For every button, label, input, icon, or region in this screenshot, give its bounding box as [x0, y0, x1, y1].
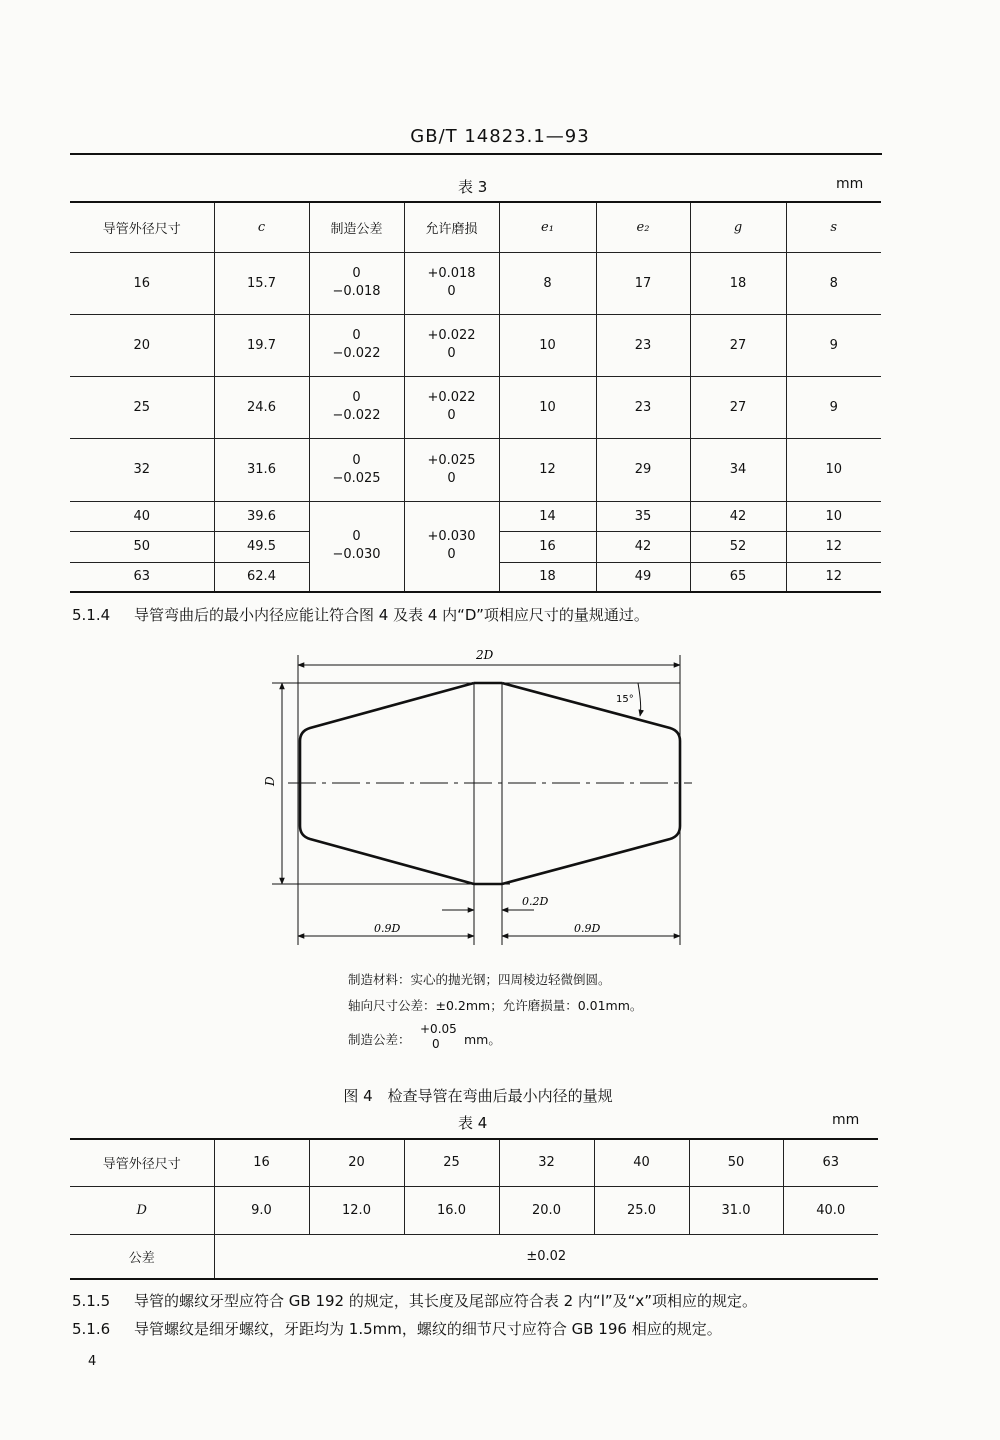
- table4-tolerance-row: [70, 1234, 878, 1279]
- cell-c: 19.7: [214, 314, 309, 376]
- wear-upper: +0.018: [427, 266, 476, 281]
- wear-lower: 0: [447, 470, 456, 486]
- table4-caption: 表 4: [458, 1114, 488, 1132]
- figure4-caption: 图 4 检查导管在弯曲后最小内径的量规: [343, 1087, 613, 1105]
- cell-e1: 14: [499, 501, 596, 531]
- wear-upper: +0.022: [427, 390, 476, 405]
- cell-od: 40: [594, 1139, 689, 1186]
- cell-d: 16.0: [404, 1186, 499, 1234]
- wear-upper: +0.030: [427, 529, 476, 545]
- th-g: g: [690, 202, 786, 252]
- tol-upper: 0: [352, 266, 361, 281]
- paragraph-5-1-5: [72, 1290, 932, 1311]
- cell-s: 10: [786, 501, 881, 531]
- wear-lower: 0: [447, 408, 456, 423]
- document-code: GB/T 14823.1—93: [410, 126, 590, 147]
- th-wear: 允许磨损: [404, 202, 499, 252]
- page-number: 4: [88, 1354, 97, 1369]
- cell-od: 32: [499, 1139, 594, 1186]
- paragraph-number: 5.1.5: [72, 1292, 111, 1310]
- cell-g: 27: [690, 376, 786, 438]
- table-3: [70, 201, 881, 593]
- table3-header-row: [70, 202, 881, 252]
- figure4-gauge-drawing: [250, 640, 710, 960]
- table-row: [70, 501, 881, 531]
- cell-d: 40.0: [783, 1186, 878, 1234]
- cell-mfg-tol: [309, 376, 404, 438]
- cell-e2: 17: [596, 252, 690, 314]
- cell-s: 10: [786, 438, 881, 501]
- cell-e1: 10: [499, 314, 596, 376]
- dim-09d-right-label: 0.9D: [574, 922, 601, 935]
- cell-od: 63: [70, 562, 214, 592]
- row-label-od: 导管外径尺寸: [70, 1139, 214, 1186]
- cell-od: 50: [689, 1139, 783, 1186]
- note3-upper: +0.05: [420, 1022, 457, 1036]
- cell-s: 12: [786, 562, 881, 592]
- cell-s: 12: [786, 531, 881, 562]
- th-mfg-tol: 制造公差: [309, 202, 404, 252]
- cell-g: 52: [690, 531, 786, 562]
- cell-e2: 42: [596, 531, 690, 562]
- wear-upper: +0.022: [427, 328, 476, 343]
- cell-od: 20: [309, 1139, 404, 1186]
- cell-g: 18: [690, 252, 786, 314]
- cell-e1: 10: [499, 376, 596, 438]
- cell-e1: 12: [499, 438, 596, 501]
- figure4-note-material: 制造材料：实心的抛光钢；四周棱边轻微倒圆。: [348, 972, 611, 987]
- cell-e2: 29: [596, 438, 690, 501]
- header-rule: [70, 153, 882, 155]
- cell-od: 16: [214, 1139, 309, 1186]
- wear-lower: 0: [447, 284, 456, 299]
- cell-d: 12.0: [309, 1186, 404, 1234]
- paragraph-text: 导管弯曲后的最小内径应能让符合图 4 及表 4 内“D”项相应尺寸的量规通过。: [134, 606, 649, 624]
- tol-upper: 0: [352, 529, 361, 545]
- cell-od: 50: [70, 531, 214, 562]
- paragraph-text: 导管的螺纹牙型应符合 GB 192 的规定，其长度及尾部应符合表 2 内“l”及“x”项相应的规定。: [134, 1292, 758, 1310]
- th-od: 导管外径尺寸: [70, 202, 214, 252]
- cell-e2: 23: [596, 314, 690, 376]
- tol-upper: 0: [352, 328, 361, 343]
- cell-od: 25: [70, 376, 214, 438]
- paragraph-number: 5.1.4: [72, 606, 111, 624]
- row-label-tolerance: 公差: [70, 1234, 214, 1279]
- table-row: [70, 376, 881, 438]
- cell-e2: 35: [596, 501, 690, 531]
- note3-suffix: mm。: [464, 1032, 501, 1047]
- wear-lower: 0: [447, 547, 456, 563]
- paragraph-number: 5.1.6: [72, 1320, 111, 1338]
- cell-c: 15.7: [214, 252, 309, 314]
- dim-d-label: D: [263, 776, 277, 786]
- cell-tolerance: ±0.02: [214, 1234, 878, 1279]
- cell-g: 42: [690, 501, 786, 531]
- th-e2: e₂: [596, 202, 690, 252]
- table-4: [70, 1138, 878, 1280]
- cell-mfg-tol-merged: [309, 501, 404, 592]
- cell-mfg-tol: [309, 438, 404, 501]
- dim-09d-left-label: 0.9D: [374, 922, 401, 935]
- cell-s: 8: [786, 252, 881, 314]
- cell-c: 62.4: [214, 562, 309, 592]
- row-label-d: D: [70, 1186, 214, 1234]
- table-row: [70, 252, 881, 314]
- cell-c: 49.5: [214, 531, 309, 562]
- cell-od: 25: [404, 1139, 499, 1186]
- cell-e2: 49: [596, 562, 690, 592]
- note3-prefix: 制造公差：: [348, 1032, 411, 1047]
- cell-d: 31.0: [689, 1186, 783, 1234]
- th-c: c: [214, 202, 309, 252]
- cell-s: 9: [786, 376, 881, 438]
- paragraph-5-1-4: [72, 604, 892, 625]
- dim-2d-label: 2D: [476, 648, 494, 662]
- cell-c: 31.6: [214, 438, 309, 501]
- cell-od: 40: [70, 501, 214, 531]
- cell-c: 39.6: [214, 501, 309, 531]
- cell-e1: 8: [499, 252, 596, 314]
- cell-c: 24.6: [214, 376, 309, 438]
- tol-upper: 0: [352, 452, 361, 468]
- th-e1: e₁: [499, 202, 596, 252]
- tol-lower: −0.030: [332, 547, 381, 563]
- table3-unit: mm: [836, 176, 864, 192]
- table3-caption: 表 3: [458, 178, 488, 196]
- th-s: s: [786, 202, 881, 252]
- table4-d-row: [70, 1186, 878, 1234]
- tol-upper: 0: [352, 390, 361, 405]
- cell-od: 16: [70, 252, 214, 314]
- table-row: [70, 314, 881, 376]
- table4-od-row: [70, 1139, 878, 1186]
- cell-wear: [404, 252, 499, 314]
- table4-unit: mm: [832, 1112, 860, 1128]
- table-row: [70, 438, 881, 501]
- cell-od: 32: [70, 438, 214, 501]
- tol-lower: −0.022: [332, 346, 381, 361]
- cell-g: 27: [690, 314, 786, 376]
- cell-d: 25.0: [594, 1186, 689, 1234]
- paragraph-5-1-6: [72, 1318, 932, 1339]
- cell-e1: 16: [499, 531, 596, 562]
- cell-mfg-tol: [309, 314, 404, 376]
- tol-lower: −0.018: [332, 284, 381, 299]
- wear-lower: 0: [447, 346, 456, 361]
- tol-lower: −0.025: [332, 470, 381, 486]
- cell-wear: [404, 438, 499, 501]
- cell-g: 34: [690, 438, 786, 501]
- dim-angle-label: 15°: [616, 694, 634, 705]
- note3-lower: 0: [432, 1037, 440, 1051]
- paragraph-text: 导管螺纹是细牙螺纹，牙距均为 1.5mm，螺纹的细节尺寸应符合 GB 196 相应的规定。: [134, 1320, 722, 1338]
- cell-d: 20.0: [499, 1186, 594, 1234]
- cell-e2: 23: [596, 376, 690, 438]
- cell-d: 9.0: [214, 1186, 309, 1234]
- cell-s: 9: [786, 314, 881, 376]
- cell-od: 63: [783, 1139, 878, 1186]
- figure4-note-axial-tolerance: 轴向尺寸公差：±0.2mm；允许磨损量：0.01mm。: [348, 998, 643, 1013]
- cell-od: 20: [70, 314, 214, 376]
- cell-wear: [404, 376, 499, 438]
- wear-upper: +0.025: [427, 452, 476, 468]
- cell-e1: 18: [499, 562, 596, 592]
- cell-wear-merged: [404, 501, 499, 592]
- tol-lower: −0.022: [332, 408, 381, 423]
- cell-mfg-tol: [309, 252, 404, 314]
- dim-02d-label: 0.2D: [522, 895, 549, 908]
- cell-wear: [404, 314, 499, 376]
- cell-g: 65: [690, 562, 786, 592]
